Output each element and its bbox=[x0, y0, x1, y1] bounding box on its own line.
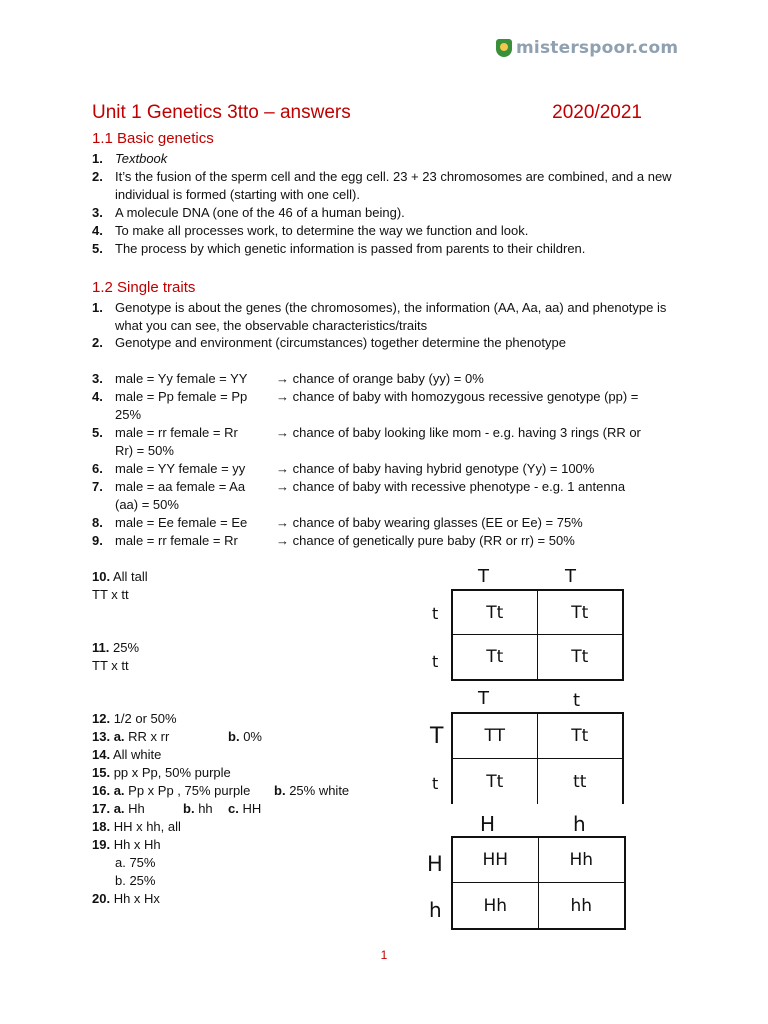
answer-17b: b. hh bbox=[183, 801, 213, 816]
list-item: 5. The process by which genetic information is passed from parents to their children. bbox=[92, 241, 586, 256]
section-heading-single-traits: 1.2 Single traits bbox=[92, 279, 196, 296]
cross-result: → chance of baby with recessive phenotype - e.g. 1 antenna bbox=[276, 479, 626, 494]
punnett1-side-allele: t bbox=[432, 652, 439, 671]
punnett-cell: Hh bbox=[539, 838, 625, 883]
punnett-square-2 bbox=[451, 712, 624, 804]
punnett1-top-allele: T bbox=[565, 566, 576, 587]
title-main: Unit 1 Genetics 3tto – answers bbox=[92, 102, 351, 123]
answer-12: 12. 1/2 or 50% bbox=[92, 711, 177, 726]
cross-row: 5. bbox=[92, 425, 103, 440]
cross-result: → chance of baby with homozygous recessive genotype (pp) = bbox=[276, 389, 639, 404]
punnett3-top-allele: h bbox=[573, 812, 586, 836]
section-heading-basic-genetics: 1.1 Basic genetics bbox=[92, 130, 214, 147]
page-number: 1 bbox=[380, 948, 388, 962]
title-year: 2020/2021 bbox=[552, 102, 642, 123]
cross-result: → chance of baby wearing glasses (EE or Ee) = 75% bbox=[276, 515, 583, 530]
cross-result-continuation: 25% bbox=[115, 407, 142, 422]
cross-result: → chance of orange baby (yy) = 0% bbox=[276, 371, 484, 386]
list-item: 1. Genotype is about the genes (the chromosomes), the information (AA, Aa, aa) and phenotype is what you can see, the observable characteristics/traits bbox=[92, 300, 667, 333]
punnett-cell: Tt bbox=[453, 591, 538, 635]
answer-19a: a. 75% bbox=[115, 855, 156, 870]
punnett2-top-allele: T bbox=[478, 688, 489, 709]
answer-17: 17. a. Hh bbox=[92, 801, 145, 816]
punnett-cell: Tt bbox=[538, 714, 623, 759]
punnett3-side-allele: H bbox=[427, 852, 443, 876]
list-item: 2. It’s the fusion of the sperm cell and the egg cell. 23 + 23 chromosomes are combined, and a new individual is formed (starting with one cell). bbox=[92, 169, 672, 202]
cross-result: → chance of baby having hybrid genotype (Yy) = 100% bbox=[276, 461, 595, 476]
cross-parents: male = aa female = Aa bbox=[115, 479, 246, 494]
answer-10: 10. All tall bbox=[92, 569, 148, 584]
punnett1-side-allele: t bbox=[432, 604, 439, 623]
answer-19b: b. 25% bbox=[115, 873, 156, 888]
answer-10-cross: TT x tt bbox=[92, 587, 129, 602]
cross-row: 9. bbox=[92, 533, 103, 548]
punnett2-top-allele: t bbox=[573, 690, 581, 711]
answer-18: 18. HH x hh, all bbox=[92, 819, 181, 834]
cross-parents: male = YY female = yy bbox=[115, 461, 246, 476]
cross-result: → chance of genetically pure baby (RR or rr) = 50% bbox=[276, 533, 575, 548]
punnett2-side-allele: t bbox=[432, 774, 439, 793]
cross-row: 6. bbox=[92, 461, 103, 476]
punnett2-side-allele: T bbox=[430, 724, 444, 749]
cross-result-continuation: Rr) = 50% bbox=[115, 443, 174, 458]
cross-result-continuation: (aa) = 50% bbox=[115, 497, 179, 512]
punnett-cell: TT bbox=[453, 714, 538, 759]
cross-parents: male = rr female = Rr bbox=[115, 425, 238, 440]
list-item: 4. To make all processes work, to determine the way we function and look. bbox=[92, 223, 529, 238]
cross-parents: male = Pp female = Pp bbox=[115, 389, 248, 404]
punnett-cell: hh bbox=[570, 895, 593, 916]
answer-17c: c. HH bbox=[228, 801, 262, 816]
cross-row: 3. bbox=[92, 371, 103, 386]
punnett-cell: Tt bbox=[571, 647, 589, 667]
punnett-cell: Hh bbox=[453, 883, 539, 928]
punnett-cell: Tt bbox=[453, 635, 538, 679]
punnett-cell: HH bbox=[453, 838, 539, 883]
answer-13: 13. a. RR x rr bbox=[92, 729, 170, 744]
list-item: 3. A molecule DNA (one of the 46 of a human being). bbox=[92, 205, 405, 220]
cross-result: → chance of baby looking like mom - e.g. having 3 rings (RR or bbox=[276, 425, 641, 440]
punnett1-top-allele: T bbox=[478, 566, 489, 587]
answer-15: 15. pp x Pp, 50% purple bbox=[92, 765, 231, 780]
document-title bbox=[92, 102, 642, 124]
list-item: 1. Textbook bbox=[92, 151, 168, 166]
cross-row: 4. bbox=[92, 389, 103, 404]
answer-11-cross: TT x tt bbox=[92, 658, 129, 673]
site-logo bbox=[496, 38, 678, 58]
punnett-cell: tt bbox=[573, 771, 587, 792]
cross-parents: male = Ee female = Ee bbox=[115, 515, 248, 530]
punnett-cell: Tt bbox=[538, 591, 623, 635]
cross-row: 8. bbox=[92, 515, 103, 530]
punnett-square-1 bbox=[451, 589, 624, 681]
cross-row: 7. bbox=[92, 479, 103, 494]
punnett-square-3 bbox=[451, 836, 626, 930]
answer-20: 20. Hh x Hx bbox=[92, 891, 160, 906]
answer-14: 14. All white bbox=[92, 747, 162, 762]
shield-logo-icon bbox=[496, 39, 512, 57]
logo-text: misterspoor.com bbox=[516, 38, 679, 58]
punnett3-top-allele: H bbox=[480, 812, 496, 836]
answer-13b: b. 0% bbox=[228, 729, 262, 744]
answer-16b: b. 25% white bbox=[274, 783, 350, 798]
cross-parents: male = Yy female = YY bbox=[115, 371, 248, 386]
punnett3-side-allele: h bbox=[429, 898, 442, 922]
answer-16: 16. a. Pp x Pp , 75% purple bbox=[92, 783, 251, 798]
answer-11: 11. 25% bbox=[92, 640, 140, 655]
answer-19: 19. Hh x Hh bbox=[92, 837, 161, 852]
punnett-cell: Tt bbox=[453, 759, 538, 804]
list-item: 2. Genotype and environment (circumstances) together determine the phenotype bbox=[92, 335, 566, 350]
cross-parents: male = rr female = Rr bbox=[115, 533, 238, 548]
